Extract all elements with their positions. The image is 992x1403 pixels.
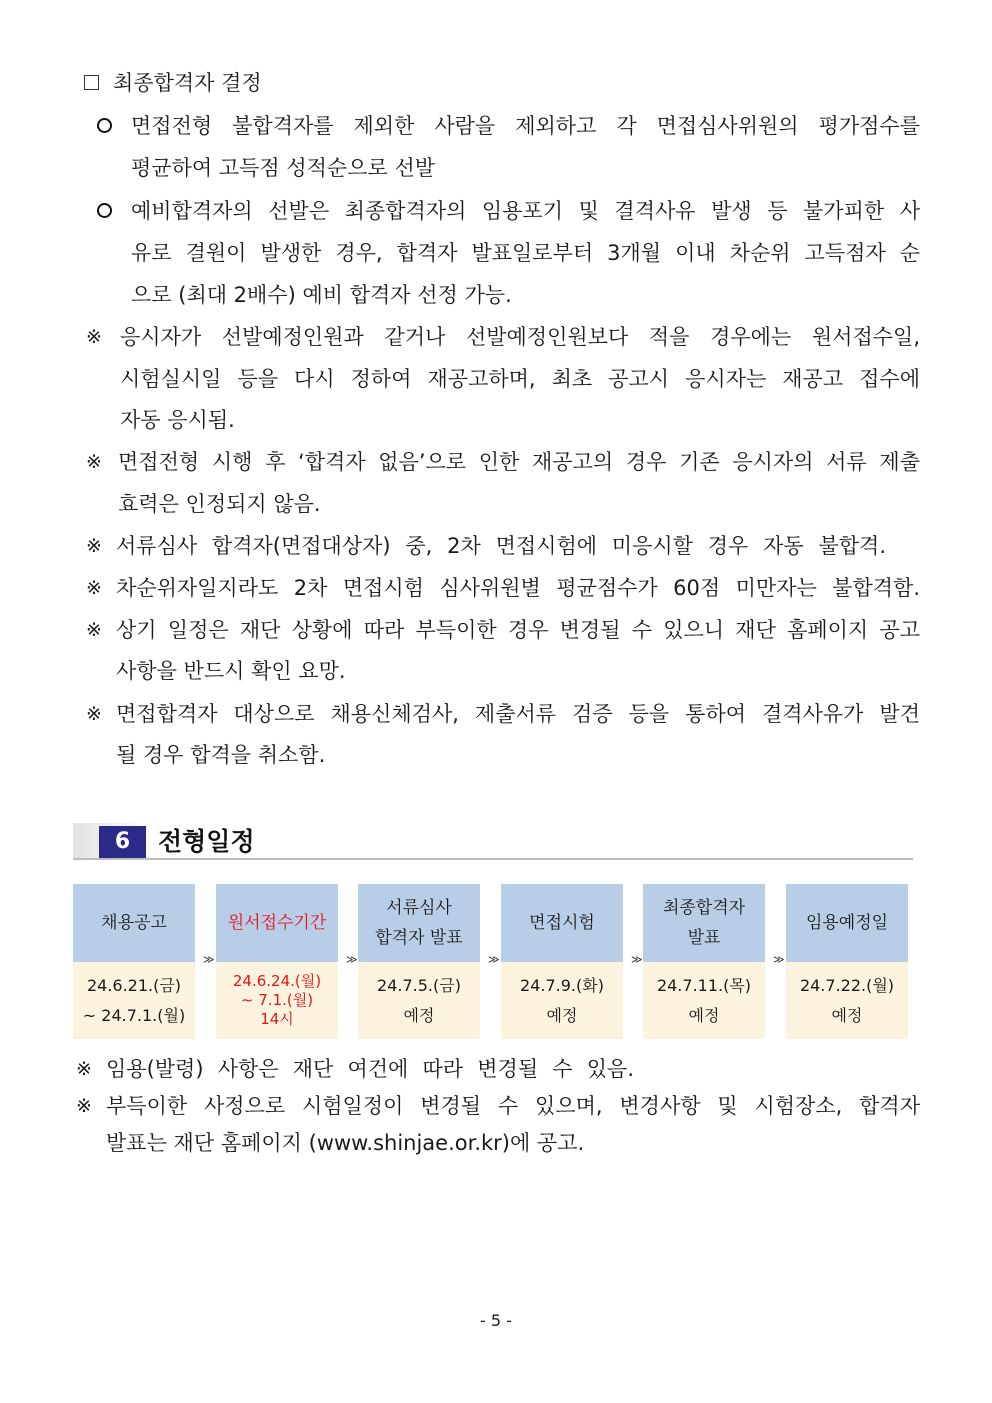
note-line: 될 경우 합격을 취소함.	[116, 743, 326, 767]
bullet2-line3: 으로 (최대 2배수) 예비 합격자 선정 가능.	[131, 283, 512, 307]
bullet-circle-icon	[97, 203, 112, 218]
schedule-step-title: 서류심사 합격자 발표	[358, 884, 480, 962]
schedule-step-date: 24.7.22.(월) 예정	[786, 962, 908, 1039]
schedule-step-title: 면접시험	[501, 884, 623, 962]
note-mark: ※	[86, 577, 102, 599]
arrow-right-icon: ≫	[773, 953, 785, 966]
note-mark: ※	[76, 1058, 92, 1080]
closing-note-line: 발표는 재단 홈페이지 (www.shinjae.or.kr)에 공고.	[106, 1131, 585, 1155]
note-line: 서류심사 합격자(면접대상자) 중, 2차 면접시험에 미응시할 경우 자동 불합격.	[116, 534, 886, 558]
schedule-step-title: 최종합격자 발표	[643, 884, 765, 962]
bullet2-line1: 예비합격자의 선발은 최종합격자의 임용포기 및 결격사유 발생 등 불가피한 사	[131, 199, 920, 223]
note-line: 자동 응시됨.	[120, 408, 235, 432]
closing-note-line: 부득이한 사정으로 시험일정이 변경될 수 있으며, 변경사항 및 시험장소, 합격자	[106, 1094, 920, 1118]
schedule-step-title: 원서접수기간	[216, 884, 338, 962]
note-line: 시험실시일 등을 다시 정하여 재공고하며, 최초 공고시 응시자는 재공고 접수에	[120, 367, 920, 391]
page-number: - 5 -	[480, 1311, 512, 1330]
schedule-step-date: 24.7.11.(목) 예정	[643, 962, 765, 1039]
note-line: 응시자가 선발예정인원과 같거나 선발예정인원보다 적을 경우에는 원서접수일,	[120, 325, 920, 349]
arrow-right-icon: ≫	[346, 953, 358, 966]
note-mark: ※	[86, 326, 102, 348]
bullet1-line1: 면접전형 불합격자를 제외한 사람을 제외하고 각 면접심사위원의 평가점수를	[131, 114, 920, 138]
arrow-right-icon: ≫	[631, 953, 643, 966]
final-selection-heading: 최종합격자 결정	[113, 71, 262, 95]
section-divider	[73, 858, 913, 860]
arrow-right-icon: ≫	[203, 953, 215, 966]
note-line: 사항을 반드시 확인 요망.	[116, 659, 346, 683]
section-number: 6	[99, 826, 146, 858]
note-mark: ※	[76, 1095, 92, 1117]
bullet2-line2: 유로 결원이 발생한 경우, 합격자 발표일로부터 3개월 이내 차순위 고득점자 순	[131, 241, 920, 265]
schedule-step-date: 24.6.21.(금) ~ 24.7.1.(월)	[73, 962, 195, 1039]
section-title: 전형일정	[158, 827, 255, 856]
checkbox-square-icon	[84, 75, 99, 90]
note-line: 차순위자일지라도 2차 면접시험 심사위원별 평균점수가 60점 미만자는 불합격함.	[116, 576, 920, 600]
note-line: 상기 일정은 재단 상황에 따라 부득이한 경우 변경될 수 있으니 재단 홈페이지 공고	[116, 618, 920, 642]
note-line: 면접전형 시행 후 ‘합격자 없음’으로 인한 재공고의 경우 기존 응시자의 서류 제출	[118, 450, 920, 474]
schedule-step-date: 24.6.24.(월) ~ 7.1.(월) 14시	[216, 962, 338, 1039]
note-line: 면접합격자 대상으로 채용신체검사, 제출서류 검증 등을 통하여 결격사유가 발견	[116, 702, 920, 726]
note-mark: ※	[86, 619, 102, 641]
bullet-circle-icon	[97, 118, 112, 133]
schedule-step-title: 임용예정일	[786, 884, 908, 962]
bullet1-line2: 평균하여 고득점 성적순으로 선발	[131, 156, 436, 180]
schedule-step-date: 24.7.9.(화) 예정	[501, 962, 623, 1039]
note-mark: ※	[86, 451, 102, 473]
note-line: 효력은 인정되지 않음.	[118, 492, 321, 516]
schedule-step-title: 채용공고	[73, 884, 195, 962]
arrow-right-icon: ≫	[488, 953, 500, 966]
schedule-step-date: 24.7.5.(금) 예정	[358, 962, 480, 1039]
closing-note-line: 임용(발령) 사항은 재단 여건에 따라 변경될 수 있음.	[106, 1057, 634, 1081]
note-mark: ※	[86, 535, 102, 557]
note-mark: ※	[86, 703, 102, 725]
